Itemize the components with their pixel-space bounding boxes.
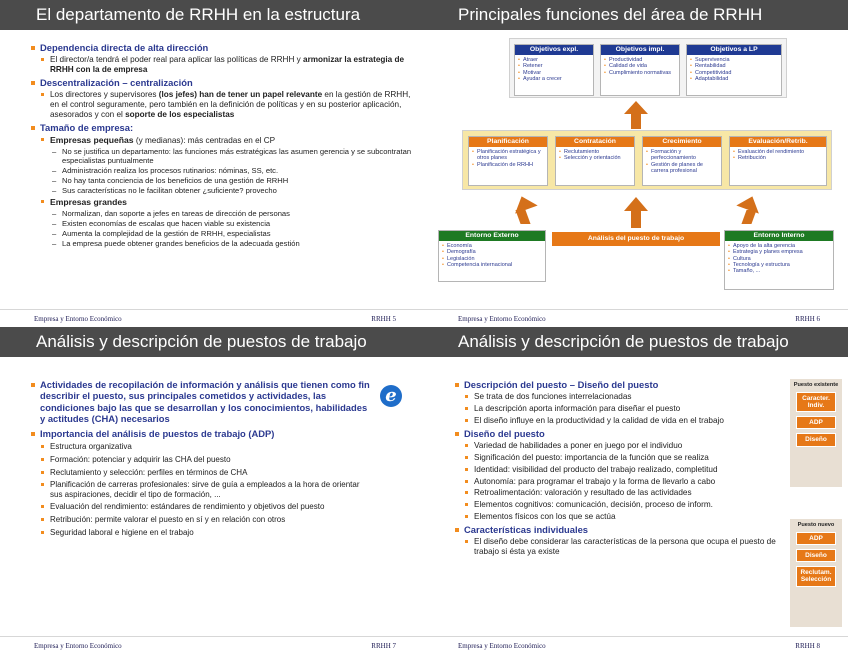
box-item: • Motivar [518,70,590,76]
diagram-label: Puesto existente [793,382,839,388]
bullet-text [30,135,414,146]
footer-page: RRHH 5 [371,315,396,323]
box-item: • Planificación estratégica y otros planes [472,149,544,162]
box-item: • Formación y perfeccionamiento [646,149,718,162]
box-item: • Tecnología y estructura [728,262,830,268]
footer-page: RRHH 6 [795,315,820,323]
box-item: • Supervivencia [690,57,778,63]
box-item: • Competencia internacional [442,262,542,268]
bullet-heading: Descentralización – centralización [30,77,414,88]
sub-bullet: – Sus características no le facilitan obtener ¿suficiente? provecho [30,186,414,195]
box-item: • Ayudar a crecer [518,76,590,82]
sub-bullet: – La empresa puede obtener grandes beneficios de la adecuada gestión [30,239,414,248]
text-span: (y medianas): más centradas en el CP [133,136,276,146]
bullet-heading: Diseño del puesto [454,428,786,439]
slide-body [30,40,414,248]
box-item: • Apoyo de la alta gerencia [728,243,830,249]
bold-span: Empresas pequeñas [50,135,134,146]
bullet-heading: Características individuales [454,524,786,535]
puesto-existente-diagram [790,379,842,487]
puesto-nuevo-diagram [790,519,842,627]
box-item: • Evaluación del rendimiento [733,149,823,155]
box-item: • Rentabilidad [690,63,778,69]
bullet-text: Retroalimentación: valoración y resultado de las actividades [454,488,786,498]
planificacion-box [468,136,548,186]
slide-title: Análisis y descripción de puestos de trabajo [424,327,848,357]
bullet-text: Se trata de dos funciones interrelacionadas [454,392,786,402]
footer-course: Empresa y Entorno Económico [34,642,122,650]
box-item: • Retribución [733,155,823,161]
bullet-text: Elementos físicos con los que se actúa [454,512,786,522]
arrow-head-icon [624,101,648,114]
bullet-text: Variedad de habilidades a poner en juego por el individuo [454,441,786,451]
box-item: • Cumplimiento normativas [604,70,676,76]
bullet-text: Formación: potenciar y adquirir las CHA del puesto [30,455,374,465]
slide-footer [424,309,848,327]
sub-bullet: – Aumenta la complejidad de la gestión de RRHH, especialistas [30,229,414,238]
box-item: • Productividad [604,57,676,63]
slide-title: Análisis y descripción de puestos de trabajo [0,327,424,357]
internet-explorer-icon: e [380,385,402,407]
bullet-text: Empresas grandes [30,197,414,207]
bold-span: soporte de los especialistas [125,109,235,119]
box-item: • Selección y orientación [559,155,631,161]
sub-bullet: – Administración realiza los procesos rutinarios: nóminas, SS, etc. [30,166,414,175]
bullet-text: Autonomía: para programar el trabajo y la forma de llevarlo a cabo [454,477,786,487]
sub-bullet: – Normalizan, dan soporte a jefes en tareas de dirección de personas [30,209,414,218]
box-header: Objetivos a LP [687,45,781,55]
box-item: • Calidad de vida [604,63,676,69]
bullet-heading: Descripción del puesto – Diseño del puesto [454,379,786,390]
sub-bullet: – No hay tanta conciencia de los beneficios de una gestión de RRHH [30,176,414,185]
entorno-externo-box [438,230,546,282]
evaluacion-box [729,136,827,186]
reclutam-seleccion-box: Reclutam. Selección [796,566,836,586]
slide-body [454,377,786,557]
box-item: • Competitividad [690,70,778,76]
bullet-text: Planificación de carreras profesionales: sirve de guía a empleados a la hora de orientar sus aspiraciones, decidir el tipo de formación, ... [30,480,374,499]
box-header: Planificación [469,137,547,147]
slide-footer [0,309,424,327]
bold-span: han de tener un papel relevante [197,90,323,100]
box-item: • Reclutamiento [559,149,631,155]
bullet-heading: Dependencia directa de alta dirección [30,42,414,53]
slide-rrhh-7 [0,327,424,654]
slide-title: Principales funciones del área de RRHH [424,0,848,30]
footer-course: Empresa y Entorno Económico [458,642,546,650]
bullet-text: Evaluación del rendimiento: estándares de rendimiento y objetivos del puesto [30,502,374,512]
bullet-text: Reclutamiento y selección: perfiles en términos de CHA [30,468,374,478]
text-span: Los directores y supervisores [50,90,159,100]
slide-body [30,377,374,537]
arrow-up-icon [624,197,648,211]
crecimiento-box [642,136,722,186]
caracter-indiv-box: Caracter. Indiv. [796,392,836,412]
box-item: • Retener [518,63,590,69]
bullet-text: Retribución: permite valorar el puesto en sí y en relación con otros [30,515,374,525]
box-item: • Demografía [442,249,542,255]
bullet-heading: Actividades de recopilación de información y análisis que tienen como fin describir el puesto, sus principales cometidos y actividades, las condiciones bajo las que se desarrollan y los conocimientos, habilidades y actitudes (CHA) necesarios [30,379,374,424]
text-span: en la gestión de RRHH, en el control seguramente, pero también en la definición de políticas y en su posterior aplicación, asesorados y con el [50,90,411,119]
bullet-text [30,90,414,120]
bullet-text: Significación del puesto: importancia de la función que se realiza [454,453,786,463]
bullet-text: El diseño debe considerar las características de la persona que ocupa el puesto de trabajo si ésta ya existe [454,537,786,557]
arrow-up-icon [631,113,641,129]
sub-bullet: – No se justifica un departamento: las funciones más estratégicas las asumen gerencia y se subcontratan especialistas puntualmente [30,147,414,165]
bullet-text: La descripción aporta información para diseñar el puesto [454,404,786,414]
box-item: • Estrategia y planes empresa [728,249,830,255]
bullet-text: Elementos cognitivos: comunicación, decisión, proceso de inform. [454,500,786,510]
arrow-shaft [631,210,641,228]
box-header: Evaluación/Retrib. [730,137,826,147]
bullet-text: Identidad: visibilidad del producto del trabajo realizado, completitud [454,465,786,475]
box-item: • Economía [442,243,542,249]
box-item: • Cultura [728,256,830,262]
bullet-heading: Importancia del análisis de puestos de trabajo (ADP) [30,428,374,439]
bullet-text: El diseño influye en la productividad y la calidad de vida en el trabajo [454,416,786,426]
slide-footer [0,636,424,654]
diseno-box: Diseño [796,433,836,446]
box-item: • Tamaño, ... [728,268,830,274]
footer-page: RRHH 8 [795,642,820,650]
arrow-up-right-icon [736,192,763,213]
analisis-puesto-box: Análisis del puesto de trabajo [552,232,720,246]
sub-bullet: – Existen economías de escalas que hacen viable su existencia [30,219,414,228]
slide-rrhh-5 [0,0,424,327]
objetivos-expl-box [514,44,594,96]
objetivos-impl-box [600,44,680,96]
box-header: Entorno Interno [725,231,833,241]
entorno-interno-box [724,230,834,290]
slide-footer [424,636,848,654]
box-item: • Adaptabilidad [690,76,778,82]
box-header: Objetivos impl. [601,45,679,55]
box-header: Crecimiento [643,137,721,147]
box-item: • Atraer [518,57,590,63]
objetivos-lp-box [686,44,782,96]
footer-course: Empresa y Entorno Económico [34,315,122,323]
bullet-heading: Tamaño de empresa: [30,122,414,133]
box-item: • Legislación [442,256,542,262]
bullet-text: Estructura organizativa [30,442,374,452]
box-header: Entorno Externo [439,231,545,241]
box-header: Objetivos expl. [515,45,593,55]
bold-span: (los jefes) [158,90,197,100]
diagram-label: Puesto nuevo [797,522,835,528]
box-item: • Planificación de RRHH [472,162,544,168]
box-header: Contratación [556,137,634,147]
slide-rrhh-8 [424,327,848,654]
bullet-text [30,55,414,75]
bullet-text: Seguridad laboral e higiene en el trabajo [30,528,374,538]
slide-rrhh-6 [424,0,848,327]
footer-course: Empresa y Entorno Económico [458,315,546,323]
bold-span: armonizar la estrategia de RRHH con la de empresa [50,55,405,75]
box-item: • Gestión de planes de carrera profesional [646,162,718,175]
adp-box: ADP [796,532,836,545]
contratacion-box [555,136,635,186]
slide-title: El departamento de RRHH en la estructura [0,0,424,30]
text-span: El director/a tendrá el poder real para aplicar las políticas de RRHH y [50,55,304,65]
diseno-box: Diseño [796,549,836,562]
footer-page: RRHH 7 [371,642,396,650]
adp-box: ADP [796,416,836,429]
